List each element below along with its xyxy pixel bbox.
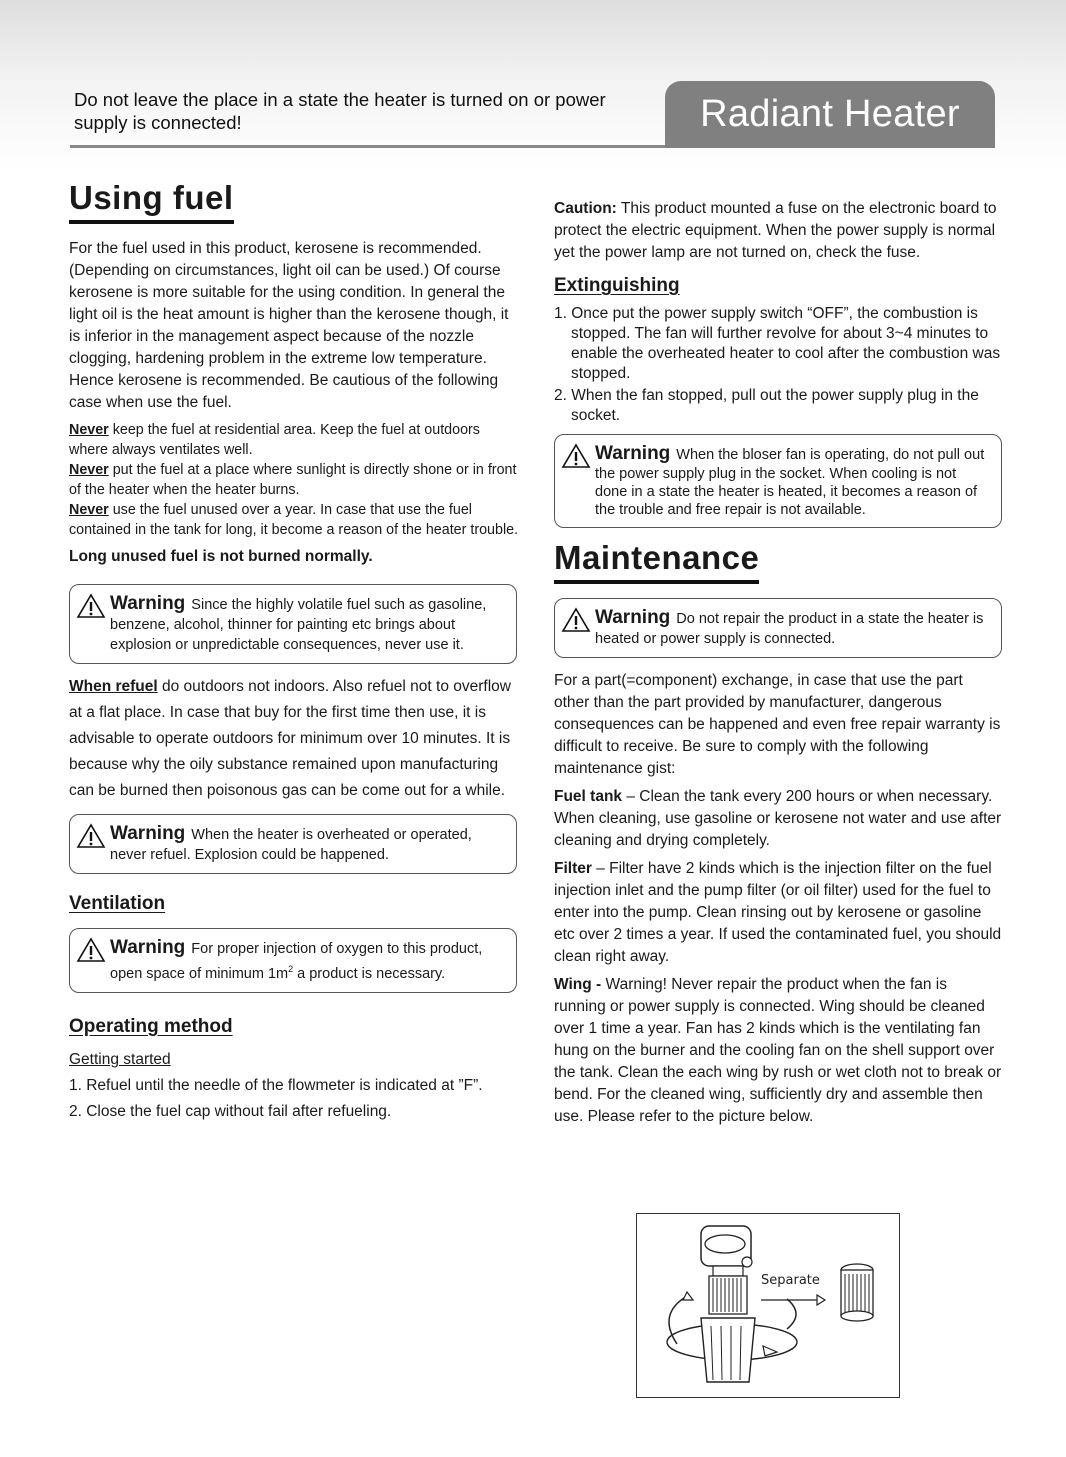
warning-box-refuel <box>69 814 517 874</box>
warning-triangle-icon <box>561 443 591 469</box>
warning-box-maintenance <box>554 598 1002 658</box>
never-item: Never put the fuel at a place where sunlight is directly shone or in front of the heater when the heater burns. <box>69 462 517 498</box>
extinguishing-step: 1. Once put the power supply switch “OFF”, the combustion is stopped. The fan will further revolve for about 3~4 minutes to enable the overheated heater to cool after the combustion was stopped. <box>554 305 1001 382</box>
warning-text: Do not repair the product in a state the heater is heated or power supply is connected. <box>595 611 984 647</box>
header-tab-title: Radiant Heater <box>665 81 995 148</box>
filter-diagram <box>636 1213 900 1398</box>
fuel-tank-paragraph: Fuel tank – Clean the tank every 200 hours or when necessary. When cleaning, use gasoline or kerosene not water and use after cleaning and drying completely. <box>554 788 1002 849</box>
warning-title: Warning <box>595 443 671 464</box>
filter-label: Filter <box>554 860 592 877</box>
warning-triangle-icon <box>76 823 106 849</box>
fuel-note: Long unused fuel is not burned normally. <box>69 548 373 565</box>
right-column <box>554 198 1002 1128</box>
warning-title: Warning <box>110 823 186 844</box>
refuel-paragraph: When refuel do outdoors not indoors. Also refuel not to overflow at a flat place. In case that buy for the first time then use, it is advisable to operate outdoors for minimum over 10 minutes. It is because why the oily substance remained upon manufacturing can be burned then poisonous gas can be come out for a while. <box>69 678 511 799</box>
warning-triangle-icon <box>76 937 106 963</box>
warning-title: Warning <box>110 593 186 614</box>
warning-box-fuel <box>69 584 517 664</box>
warning-title: Warning <box>110 937 186 958</box>
filter-illustration <box>637 1214 899 1397</box>
refuel-label: When refuel <box>69 678 158 695</box>
filter-paragraph: Filter – Filter have 2 kinds which is the injection filter on the fuel injection inlet and the pump filter (or oil filter) used for the fuel to enter into the pump. Clean rinsing out by kerosene or gasoline etc over 2 times a year. If used the contaminated fuel, you should clean right away. <box>554 860 1002 965</box>
never-item: Never use the fuel unused over a year. In case that use the fuel contained in the tank for long, it become a reason of the heater trouble. <box>69 502 519 538</box>
operating-step: 2. Close the fuel cap without fail after refueling. <box>69 1102 392 1120</box>
operating-step: 1. Refuel until the needle of the flowmeter is indicated at ”F”. <box>69 1076 483 1094</box>
warning-triangle-icon <box>561 607 591 633</box>
warning-text: Since the highly volatile fuel such as gasoline, benzene, alcohol, thinner for painting etc brings about explosion or unpredictable consequences, never use it. <box>110 597 487 653</box>
warning-text: For proper injection of oxygen to this product, open space of minimum $1m^2$ a product is necessary. <box>110 941 483 982</box>
warning-title: Warning <box>595 607 671 628</box>
operating-method-heading: Operating method <box>69 1015 233 1037</box>
warning-text: When the heater is overheated or operated, never refuel. Explosion could be happened. <box>110 827 472 863</box>
caution-paragraph: Caution: This product mounted a fuse on the electronic board to protect the electric equipment. When the power supply is normal yet the power lamp are not turned on, check the fuse. <box>554 200 997 261</box>
never-item: Never keep the fuel at residential area. Keep the fuel at outdoors where always ventilates well. <box>69 422 480 458</box>
using-fuel-heading: Using fuel <box>69 178 234 224</box>
wing-label: Wing - <box>554 976 602 993</box>
ventilation-heading: Ventilation <box>69 893 166 914</box>
fuel-tank-label: Fuel tank <box>554 788 623 805</box>
separate-label: Separate <box>761 1273 820 1288</box>
wing-paragraph: Wing - Warning! Never repair the product when the fan is running or power supply is connected. Wing should be cleaned over 1 time a year. Fan has 2 kinds which is the ventilating fan hung on the burner and the cooling fan on the shell support over the tank. Clean the each wing by rush or wet cloth not to break or bend. For the cleaned wing, sufficiently dry and assemble then use. Please refer to the picture below. <box>554 976 1002 1125</box>
extinguishing-step: 2. When the fan stopped, pull out the power supply plug in the socket. <box>554 387 979 424</box>
warning-text: When the bloser fan is operating, do not pull out the power supply plug in the socket. When cooling is not done in a state the heater is heated, it becomes a reason of the trouble and free repair is not available. <box>595 447 985 518</box>
using-fuel-intro: For the fuel used in this product, kerosene is recommended. (Depending on circumstances, light oil can be used.) Of course kerosene is more suitable for the using condition. In general the light oil is the heat amount is higher than the kerosene though, it is inferior in the management aspect because of the nozzle clogging, hardening problem in the extreme low temperature. Hence kerosene is recommended. Be cautious of the following case when use the fuel. <box>69 240 509 411</box>
getting-started-subheading: Getting started <box>69 1050 171 1068</box>
caution-label: Caution: <box>554 200 617 217</box>
never-list <box>69 420 519 540</box>
maintenance-intro: For a part(=component) exchange, in case that use the part other than the part provided by manufacturer, dangerous consequences can be happened and even free repair warranty is difficult to receive. Be sure to comply with the following maintenance gist: <box>554 672 1001 777</box>
warning-box-ventilation <box>69 928 517 993</box>
extinguishing-heading: Extinguishing <box>554 275 680 296</box>
maintenance-heading: Maintenance <box>554 538 759 584</box>
header-notice: Do not leave the place in a state the heater is turned on or power supply is connected! <box>74 89 606 133</box>
warning-triangle-icon <box>76 593 106 619</box>
warning-box-extinguishing <box>554 434 1002 528</box>
left-column <box>69 178 519 1123</box>
